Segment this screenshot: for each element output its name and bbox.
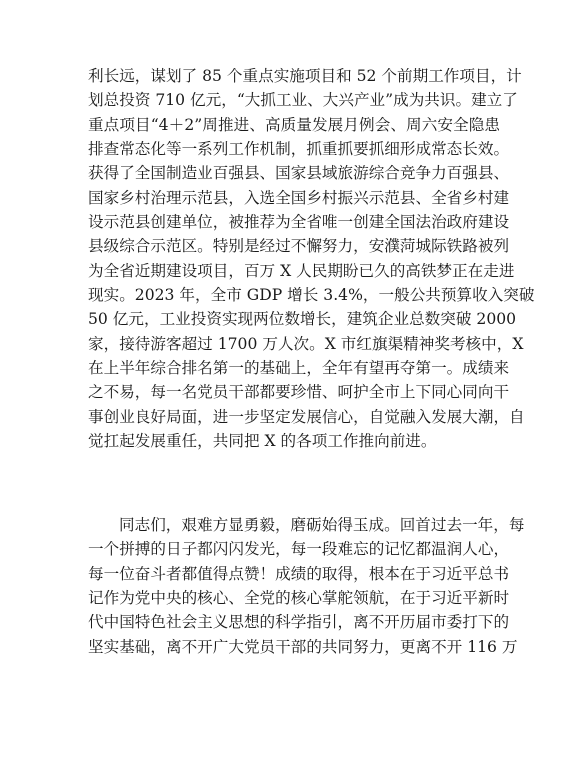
text-line: 事创业良好局面，进一步坚定发展信心，自觉融入发展大潮，自 (88, 407, 525, 426)
text-line: 现实。2023 年，全市 GDP 增长 3.4%，一般公共预算收入突破 (88, 286, 535, 305)
text-line: 一个拼搏的日子都闪闪发光，每一段难忘的记忆都温润人心， (88, 540, 510, 559)
text-line: 之不易，每一名党员干部都要珍惜、呵护全市上下同心同向干 (88, 383, 510, 402)
text-line: 县级综合示范区。特别是经过不懈努力，安濮菏城际铁路被列 (88, 237, 510, 256)
text-line: 记作为党中央的核心、全党的核心掌舵领航，在于习近平新时 (88, 589, 510, 608)
text-line: 排查常态化等一系列工作机制，抓重抓要抓细形成常态长效。 (88, 140, 510, 159)
text-line: 设示范县创建单位，被推荐为全省唯一创建全国法治政府建设 (88, 213, 510, 232)
text-line: 觉扛起发展重任，共同把 X 的各项工作推向前进。 (88, 432, 437, 451)
text-line: 国家乡村治理示范县，入选全国乡村振兴示范县、全省乡村建 (88, 188, 510, 207)
text-line: 在上半年综合排名第一的基础上，全年有望再夺第一。成绩来 (88, 359, 510, 378)
text-line: 坚实基础，离不开广大党员干部的共同努力，更离不开 116 万 (88, 637, 518, 656)
text-line: 同志们，艰难方显勇毅，磨砺始得玉成。回首过去一年，每 (119, 516, 525, 534)
text-line: 利长远，谋划了 85 个重点实施项目和 52 个前期工作项目，计 (88, 67, 522, 85)
text-line: 50 亿元，工业投资实现两位数增长，建筑企业总数突破 2000 (88, 310, 517, 329)
text-line: 重点项目“4＋2”周推进、高质量发展月例会、周六安全隐患 (88, 115, 500, 134)
text-line: 代中国特色社会主义思想的科学指引，离不开历届市委打下的 (88, 613, 510, 632)
text-line: 划总投资 710 亿元，“大抓工业、大兴产业”成为共识。建立了 (88, 91, 518, 110)
paragraph-achievements (88, 64, 535, 454)
text-line: 每一位奋斗者都值得点赞！成绩的取得，根本在于习近平总书 (88, 564, 510, 583)
text-line: 获得了全国制造业百强县、国家县域旅游综合竞争力百强县、 (88, 164, 510, 183)
text-line: 家，接待游客超过 1700 万人次。X 市红旗渠精神奖考核中，X (88, 334, 524, 353)
text-line: 为全省近期建设项目，百万 X 人民期盼已久的高铁梦正在走进 (88, 261, 515, 280)
paragraph-reflection (88, 513, 525, 659)
